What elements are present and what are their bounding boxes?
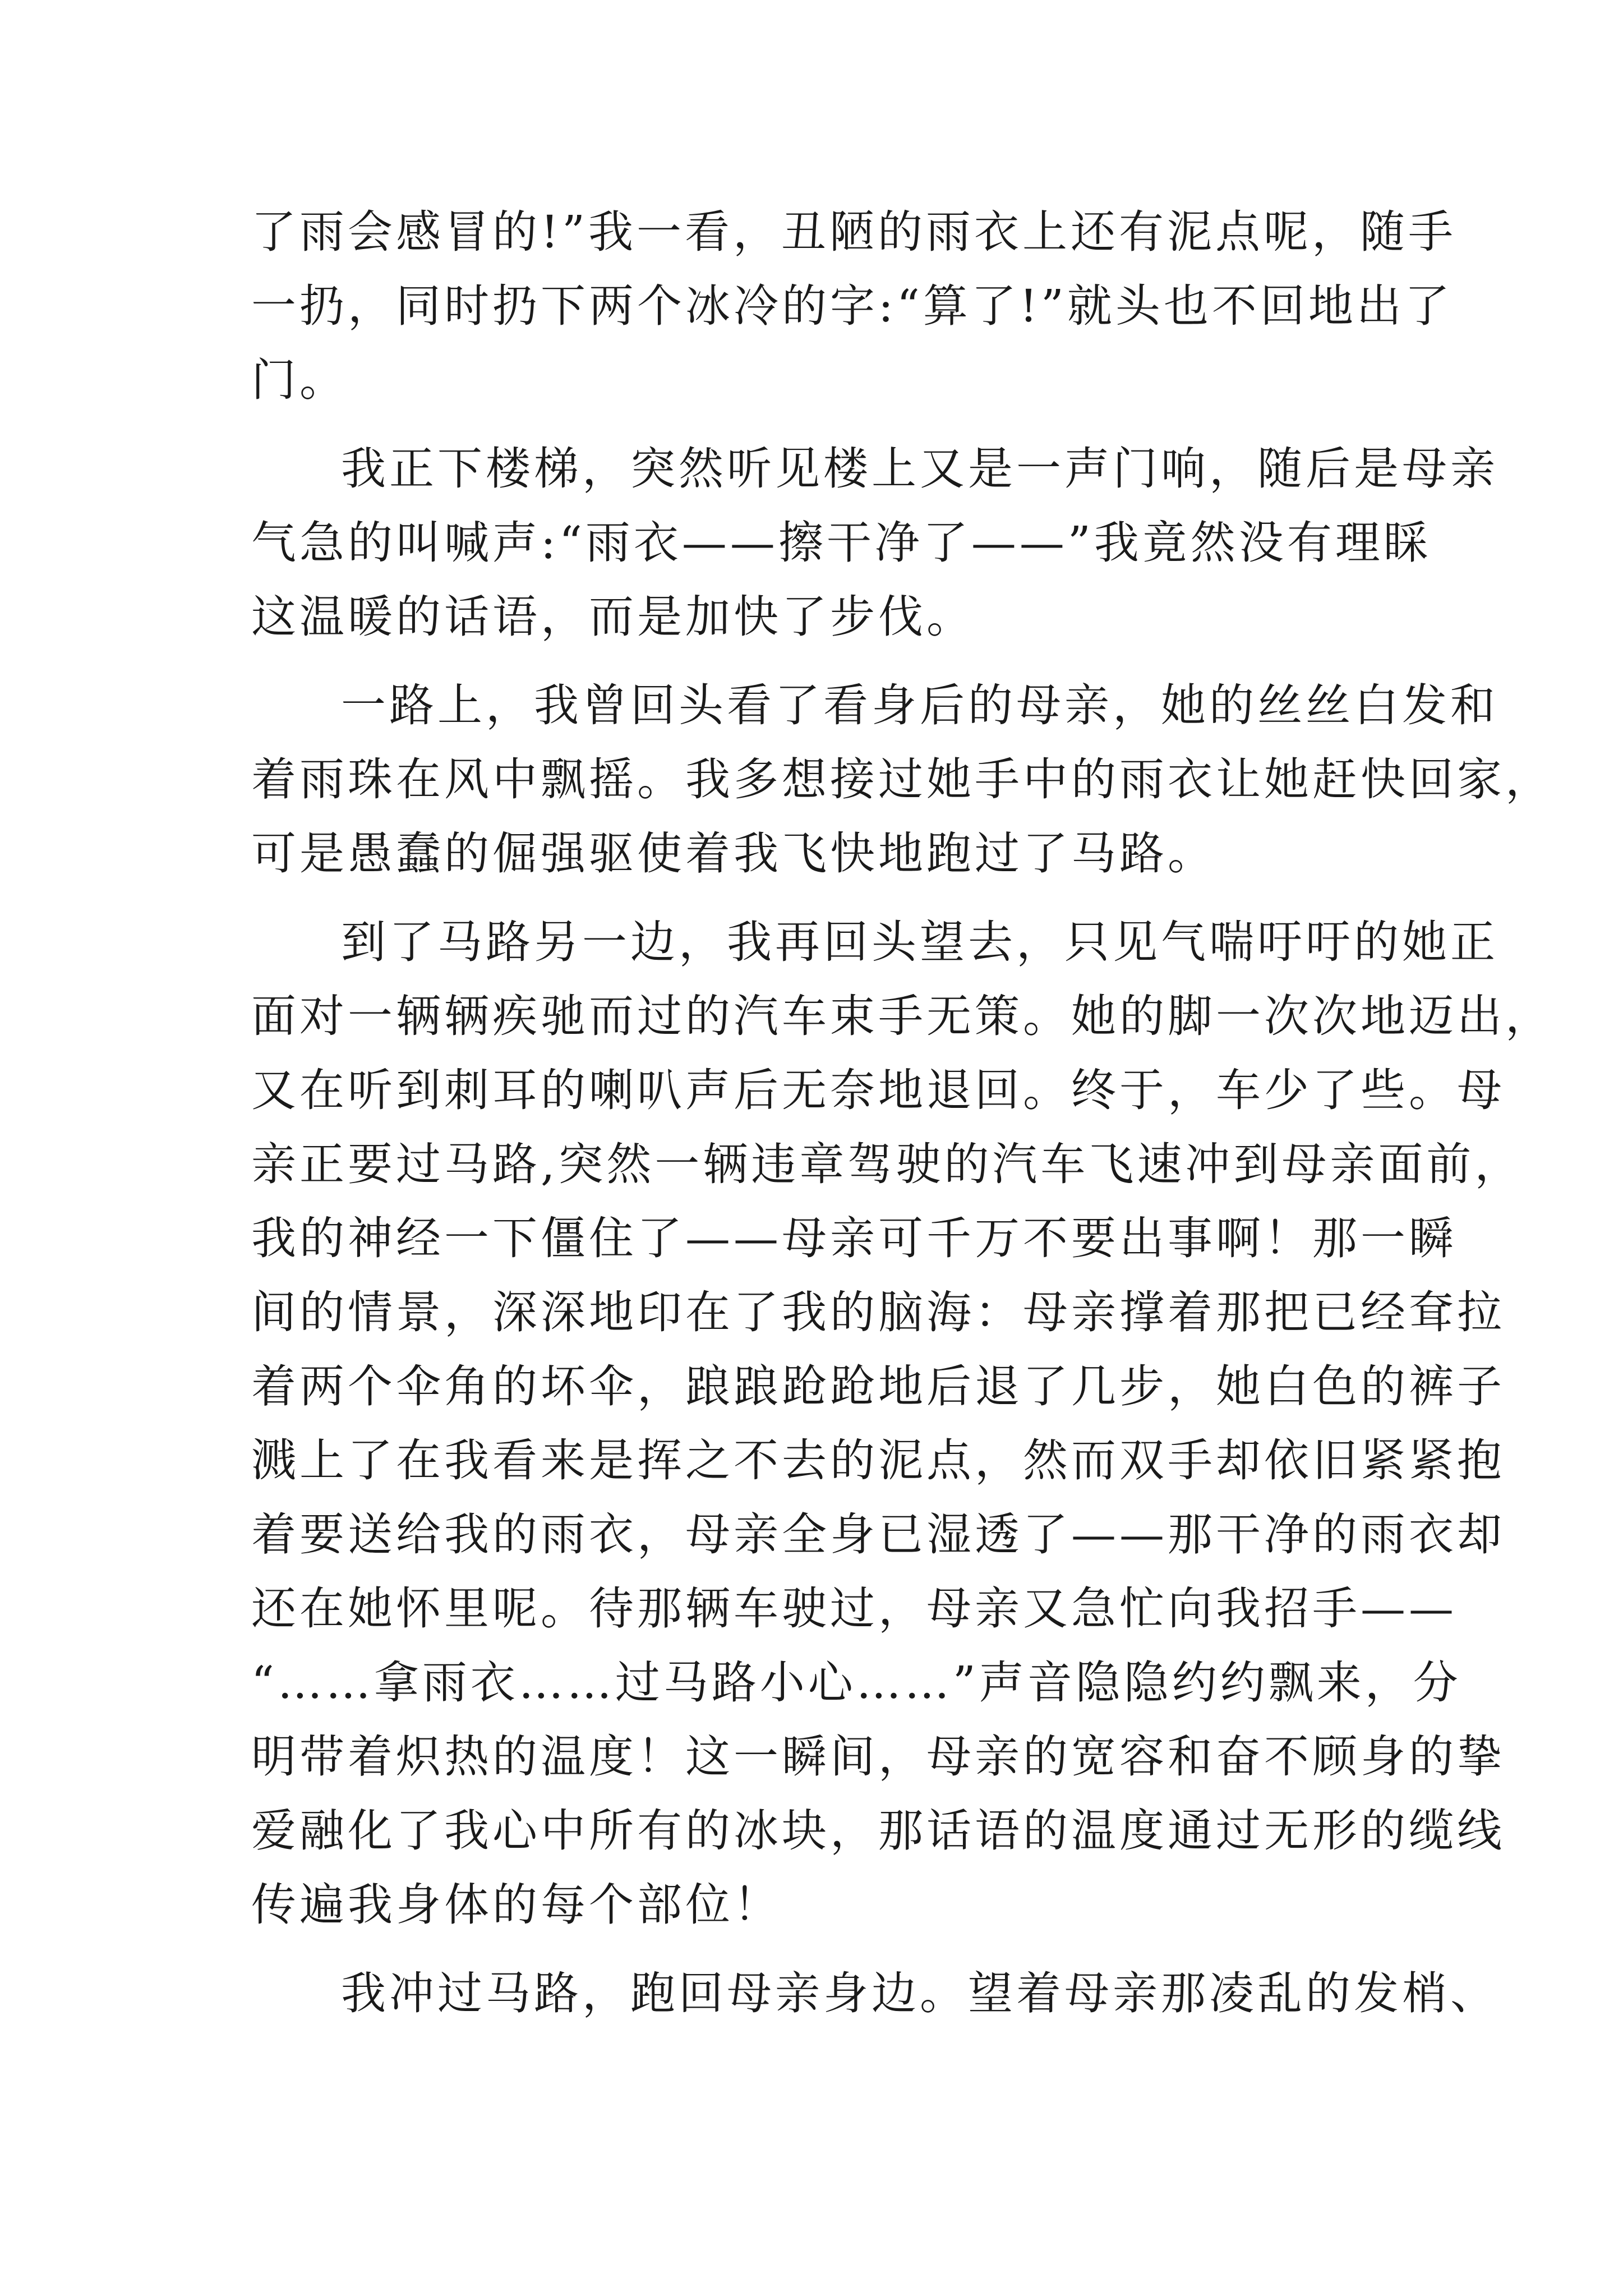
text-line: 我正下楼梯，突然听见楼上又是一声门响，随后是母亲 [341, 443, 1498, 495]
text-line: 面对一辆辆疾驰而过的汽车束手无策。她的脚一次次地迈出， [251, 990, 1553, 1042]
document-body [251, 195, 1553, 2031]
paragraph [251, 905, 1553, 1942]
text-line: 气急的叫喊声:“雨衣——擦干净了——”我竟然没有理睬 [251, 517, 1432, 569]
text-line: 到了马路另一边，我再回头望去，只见气喘吁吁的她正 [341, 916, 1498, 968]
text-line: 我的神经一下僵住了——母亲可千万不要出事啊！那一瞬 [251, 1212, 1457, 1264]
text-line: 又在听到刺耳的喇叭声后无奈地退回。终于，车少了些。母 [251, 1064, 1505, 1116]
text-line: 一路上，我曾回头看了看身后的母亲，她的丝丝白发和 [341, 679, 1498, 731]
text-line: 我冲过马路，跑回母亲身边。望着母亲那凌乱的发梢、 [341, 1967, 1498, 2019]
text-line: 着两个伞角的坏伞，踉踉跄跄地后退了几步，她白色的裤子 [251, 1360, 1505, 1412]
text-line: 爱融化了我心中所有的冰块，那话语的温度通过无形的缆线 [251, 1805, 1505, 1857]
text-line: 亲正要过马路,突然一辆违章驾驶的汽车飞速冲到母亲面前， [251, 1138, 1523, 1190]
text-line: 着雨珠在风中飘摇。我多想接过她手中的雨衣让她赶快回家， [251, 753, 1553, 806]
text-line: 明带着炽热的温度！这一瞬间，母亲的宽容和奋不顾身的挚 [251, 1731, 1505, 1783]
text-line: 还在她怀里呢。待那辆车驶过，母亲又急忙向我招手—— [251, 1582, 1457, 1635]
text-line: 门。 [251, 354, 348, 406]
text-line: 着要送给我的雨衣，母亲全身已湿透了——那干净的雨衣却 [251, 1508, 1505, 1561]
text-line: 一扔，同时扔下两个冰冷的字:“算了!”就头也不回地出了 [251, 280, 1453, 332]
paragraph [251, 669, 1553, 891]
text-line: 这温暖的话语，而是加快了步伐。 [251, 591, 975, 643]
paragraph [251, 1957, 1498, 2031]
paragraph [251, 195, 1457, 417]
text-line: 传遍我身体的每个部位！ [251, 1879, 782, 1931]
text-line: “……拿雨衣……过马路小心……”声音隐隐约约飘来，分 [251, 1657, 1461, 1709]
text-line: 了雨会感冒的!”我一看，丑陋的雨衣上还有泥点呢，随手 [251, 206, 1457, 258]
text-line: 可是愚蠢的倔强驱使着我飞快地跑过了马路。 [251, 827, 1216, 880]
paragraph [251, 432, 1498, 654]
text-line: 间的情景，深深地印在了我的脑海：母亲撑着那把已经耷拉 [251, 1286, 1505, 1338]
text-line: 溅上了在我看来是挥之不去的泥点，然而双手却依旧紧紧抱 [251, 1434, 1505, 1487]
